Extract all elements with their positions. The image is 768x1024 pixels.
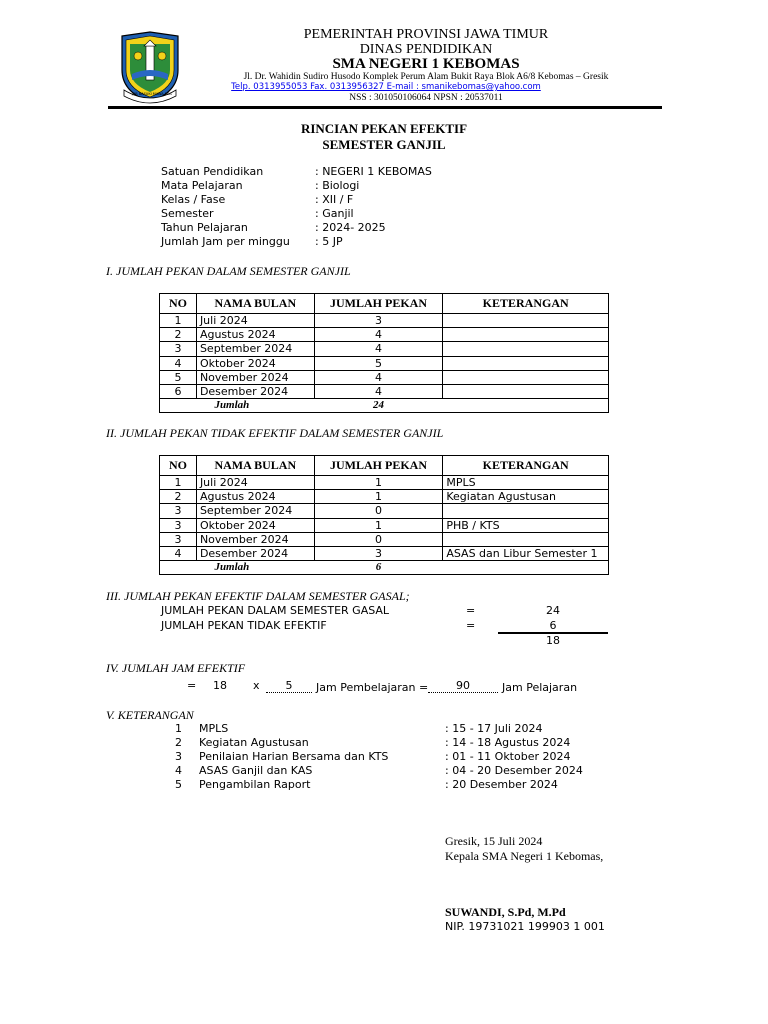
note-label: Pengambilan Raport [199,778,311,791]
section2-heading: II. JUMLAH PEKAN TIDAK EFEKTIF DALAM SEMESTER GANJIL [106,426,444,440]
note-date: : 14 - 18 Agustus 2024 [445,736,571,749]
cell-month: Juli 2024 [196,314,314,328]
table-header-row [160,294,609,314]
cell-notes [443,384,609,398]
cell-weeks: 5 [314,356,443,370]
info-value: : 2024- 2025 [315,221,386,234]
note-no: 3 [175,750,182,763]
cell-weeks: 3 [314,314,443,328]
info-value: : Ganjil [315,207,354,220]
cell-no: 3 [160,342,197,356]
multiply-sign: x [253,679,260,692]
info-label: Tahun Pelajaran [161,221,248,234]
cell-no: 3 [160,504,197,518]
cell-weeks: 1 [314,518,443,532]
signature-place-date: Gresik, 15 Juli 2024 [445,834,543,848]
col-header-month: NAMA BULAN [196,294,314,314]
info-label: Mata Pelajaran [161,179,243,192]
cell-notes: PHB / KTS [443,518,609,532]
header-divider [108,106,662,109]
cell-weeks: 4 [314,328,443,342]
effective-weeks-table [159,293,609,413]
cell-notes: ASAS dan Libur Semester 1 [443,546,609,560]
cell-no: 2 [160,328,197,342]
doc-title: RINCIAN PEKAN EFEKTIF [300,121,468,136]
table-total-row [160,561,609,575]
equals-sign: = [187,679,197,692]
table-row [160,328,609,342]
cell-notes [443,370,609,384]
cell-weeks: 0 [314,504,443,518]
table-row [160,490,609,504]
note-no: 4 [175,764,182,777]
note-date: : 04 - 20 Desember 2024 [445,764,583,777]
cell-month: November 2024 [196,370,314,384]
info-value: : NEGERI 1 KEBOMAS [315,165,432,178]
header-nss: NSS : 301050106064 NPSN : 20537011 [349,93,503,103]
section3-heading: III. JUMLAH PEKAN EFEKTIF DALAM SEMESTER GASAL; [106,589,410,603]
cell-weeks: 1 [314,476,443,490]
cell-no: 3 [160,532,197,546]
cell-month: Oktober 2024 [196,518,314,532]
lesson-hours-unit: Jam Pelajaran [502,681,578,694]
col-header-notes: KETERANGAN [443,456,609,476]
cell-notes: MPLS [443,476,609,490]
hours-per-week: 5 [266,679,312,693]
table-row [160,356,609,370]
note-label: MPLS [199,722,229,735]
effective-weeks-count: 18 [213,679,227,692]
effective-hours-result: 90 [428,679,498,693]
cell-no: 3 [160,518,197,532]
total-weeks-value: 24 [546,604,560,617]
cell-weeks: 4 [314,342,443,356]
header-school: SMA NEGERI 1 KEBOMAS [332,56,520,72]
signature-name: SUWANDI, S.Pd, M.Pd [445,905,566,919]
note-date: : 15 - 17 Juli 2024 [445,722,543,735]
cell-month: Agustus 2024 [196,328,314,342]
cell-month: Desember 2024 [196,384,314,398]
table-row [160,546,609,560]
cell-month: Juli 2024 [196,476,314,490]
col-header-weeks: JUMLAH PEKAN [314,456,443,476]
col-header-no: NO [160,294,197,314]
col-header-month: NAMA BULAN [196,456,314,476]
section5-heading: V. KETERANGAN [106,708,194,722]
cell-no: 5 [160,370,197,384]
cell-weeks: 1 [314,490,443,504]
signature-nip: NIP. 19731021 199903 1 001 [445,920,605,933]
doc-subtitle: SEMESTER GANJIL [322,137,446,152]
note-date: : 20 Desember 2024 [445,778,558,791]
logo-motto: JER BASUKI MAWA BEA [132,92,172,96]
cell-no: 6 [160,384,197,398]
cell-month: September 2024 [196,504,314,518]
table-row [160,342,609,356]
note-no: 5 [175,778,182,791]
cell-notes [443,328,609,342]
cell-notes [443,356,609,370]
info-value: : XII / F [315,193,354,206]
header-address: Jl. Dr. Wahidin Sudiro Husodo Komplek Perum Alam Bukit Raya Blok A6/8 Kebomas – Gresik [243,72,609,82]
cell-month: Desember 2024 [196,546,314,560]
total-spacer [443,561,609,575]
cell-month: November 2024 [196,532,314,546]
cell-weeks: 3 [314,546,443,560]
total-label: Jumlah [196,399,314,413]
cell-no: 1 [160,314,197,328]
cell-no: 1 [160,476,197,490]
table-row [160,476,609,490]
province-logo [118,30,182,104]
cell-month: September 2024 [196,342,314,356]
section4-heading: IV. JUMLAH JAM EFEKTIF [106,661,246,675]
header-province: PEMERINTAH PROVINSI JAWA TIMUR [303,27,549,42]
note-label: ASAS Ganjil dan KAS [199,764,313,777]
table-header-row [160,456,609,476]
col-header-no: NO [160,456,197,476]
note-label: Penilaian Harian Bersama dan KTS [199,750,389,763]
section1-heading: I. JUMLAH PEKAN DALAM SEMESTER GANJIL [106,264,351,278]
signature-position: Kepala SMA Negeri 1 Kebomas, [445,849,604,863]
table-row [160,504,609,518]
info-value: : 5 JP [315,235,343,248]
total-spacer [443,399,609,413]
total-weeks-label: JUMLAH PEKAN DALAM SEMESTER GASAL [161,604,390,617]
table-total-row [160,399,609,413]
cell-no: 4 [160,546,197,560]
cell-no: 2 [160,490,197,504]
cell-weeks: 4 [314,384,443,398]
cell-notes [443,504,609,518]
note-no: 2 [175,736,182,749]
info-label: Kelas / Fase [161,193,226,206]
table-row [160,518,609,532]
equals-sign: = [466,604,476,617]
cell-month: Oktober 2024 [196,356,314,370]
cell-notes: Kegiatan Agustusan [443,490,609,504]
header-contact-link[interactable]: Telp. 0313955053 Fax. 0313956327 E-mail : smanikebomas@yahoo.com [231,82,541,92]
info-label: Jumlah Jam per minggu [161,235,290,248]
equals-sign: = [466,619,476,632]
total-value: 24 [314,399,443,413]
table-row [160,532,609,546]
total-spacer [160,399,197,413]
lesson-hours-label: Jam Pembelajaran = [316,681,429,694]
total-label: Jumlah [196,561,314,575]
cell-no: 4 [160,356,197,370]
info-label: Satuan Pendidikan [161,165,264,178]
table-row [160,384,609,398]
col-header-notes: KETERANGAN [443,294,609,314]
cell-notes [443,342,609,356]
non-effective-weeks-value: 6 [549,619,557,632]
note-label: Kegiatan Agustusan [199,736,309,749]
info-value: : Biologi [315,179,360,192]
cell-month: Agustus 2024 [196,490,314,504]
non-effective-weeks-table [159,455,609,575]
non-effective-weeks-label: JUMLAH PEKAN TIDAK EFEKTIF [161,619,327,632]
cell-weeks: 0 [314,532,443,546]
total-value: 6 [314,561,443,575]
table-row [160,370,609,384]
table-row [160,314,609,328]
cell-notes [443,314,609,328]
col-header-weeks: JUMLAH PEKAN [314,294,443,314]
note-no: 1 [175,722,182,735]
cell-notes [443,532,609,546]
header-agency: DINAS PENDIDIKAN [359,42,493,57]
total-spacer [160,561,197,575]
effective-weeks-result: 18 [546,634,560,647]
info-label: Semester [161,207,214,220]
note-date: : 01 - 11 Oktober 2024 [445,750,571,763]
cell-weeks: 4 [314,370,443,384]
